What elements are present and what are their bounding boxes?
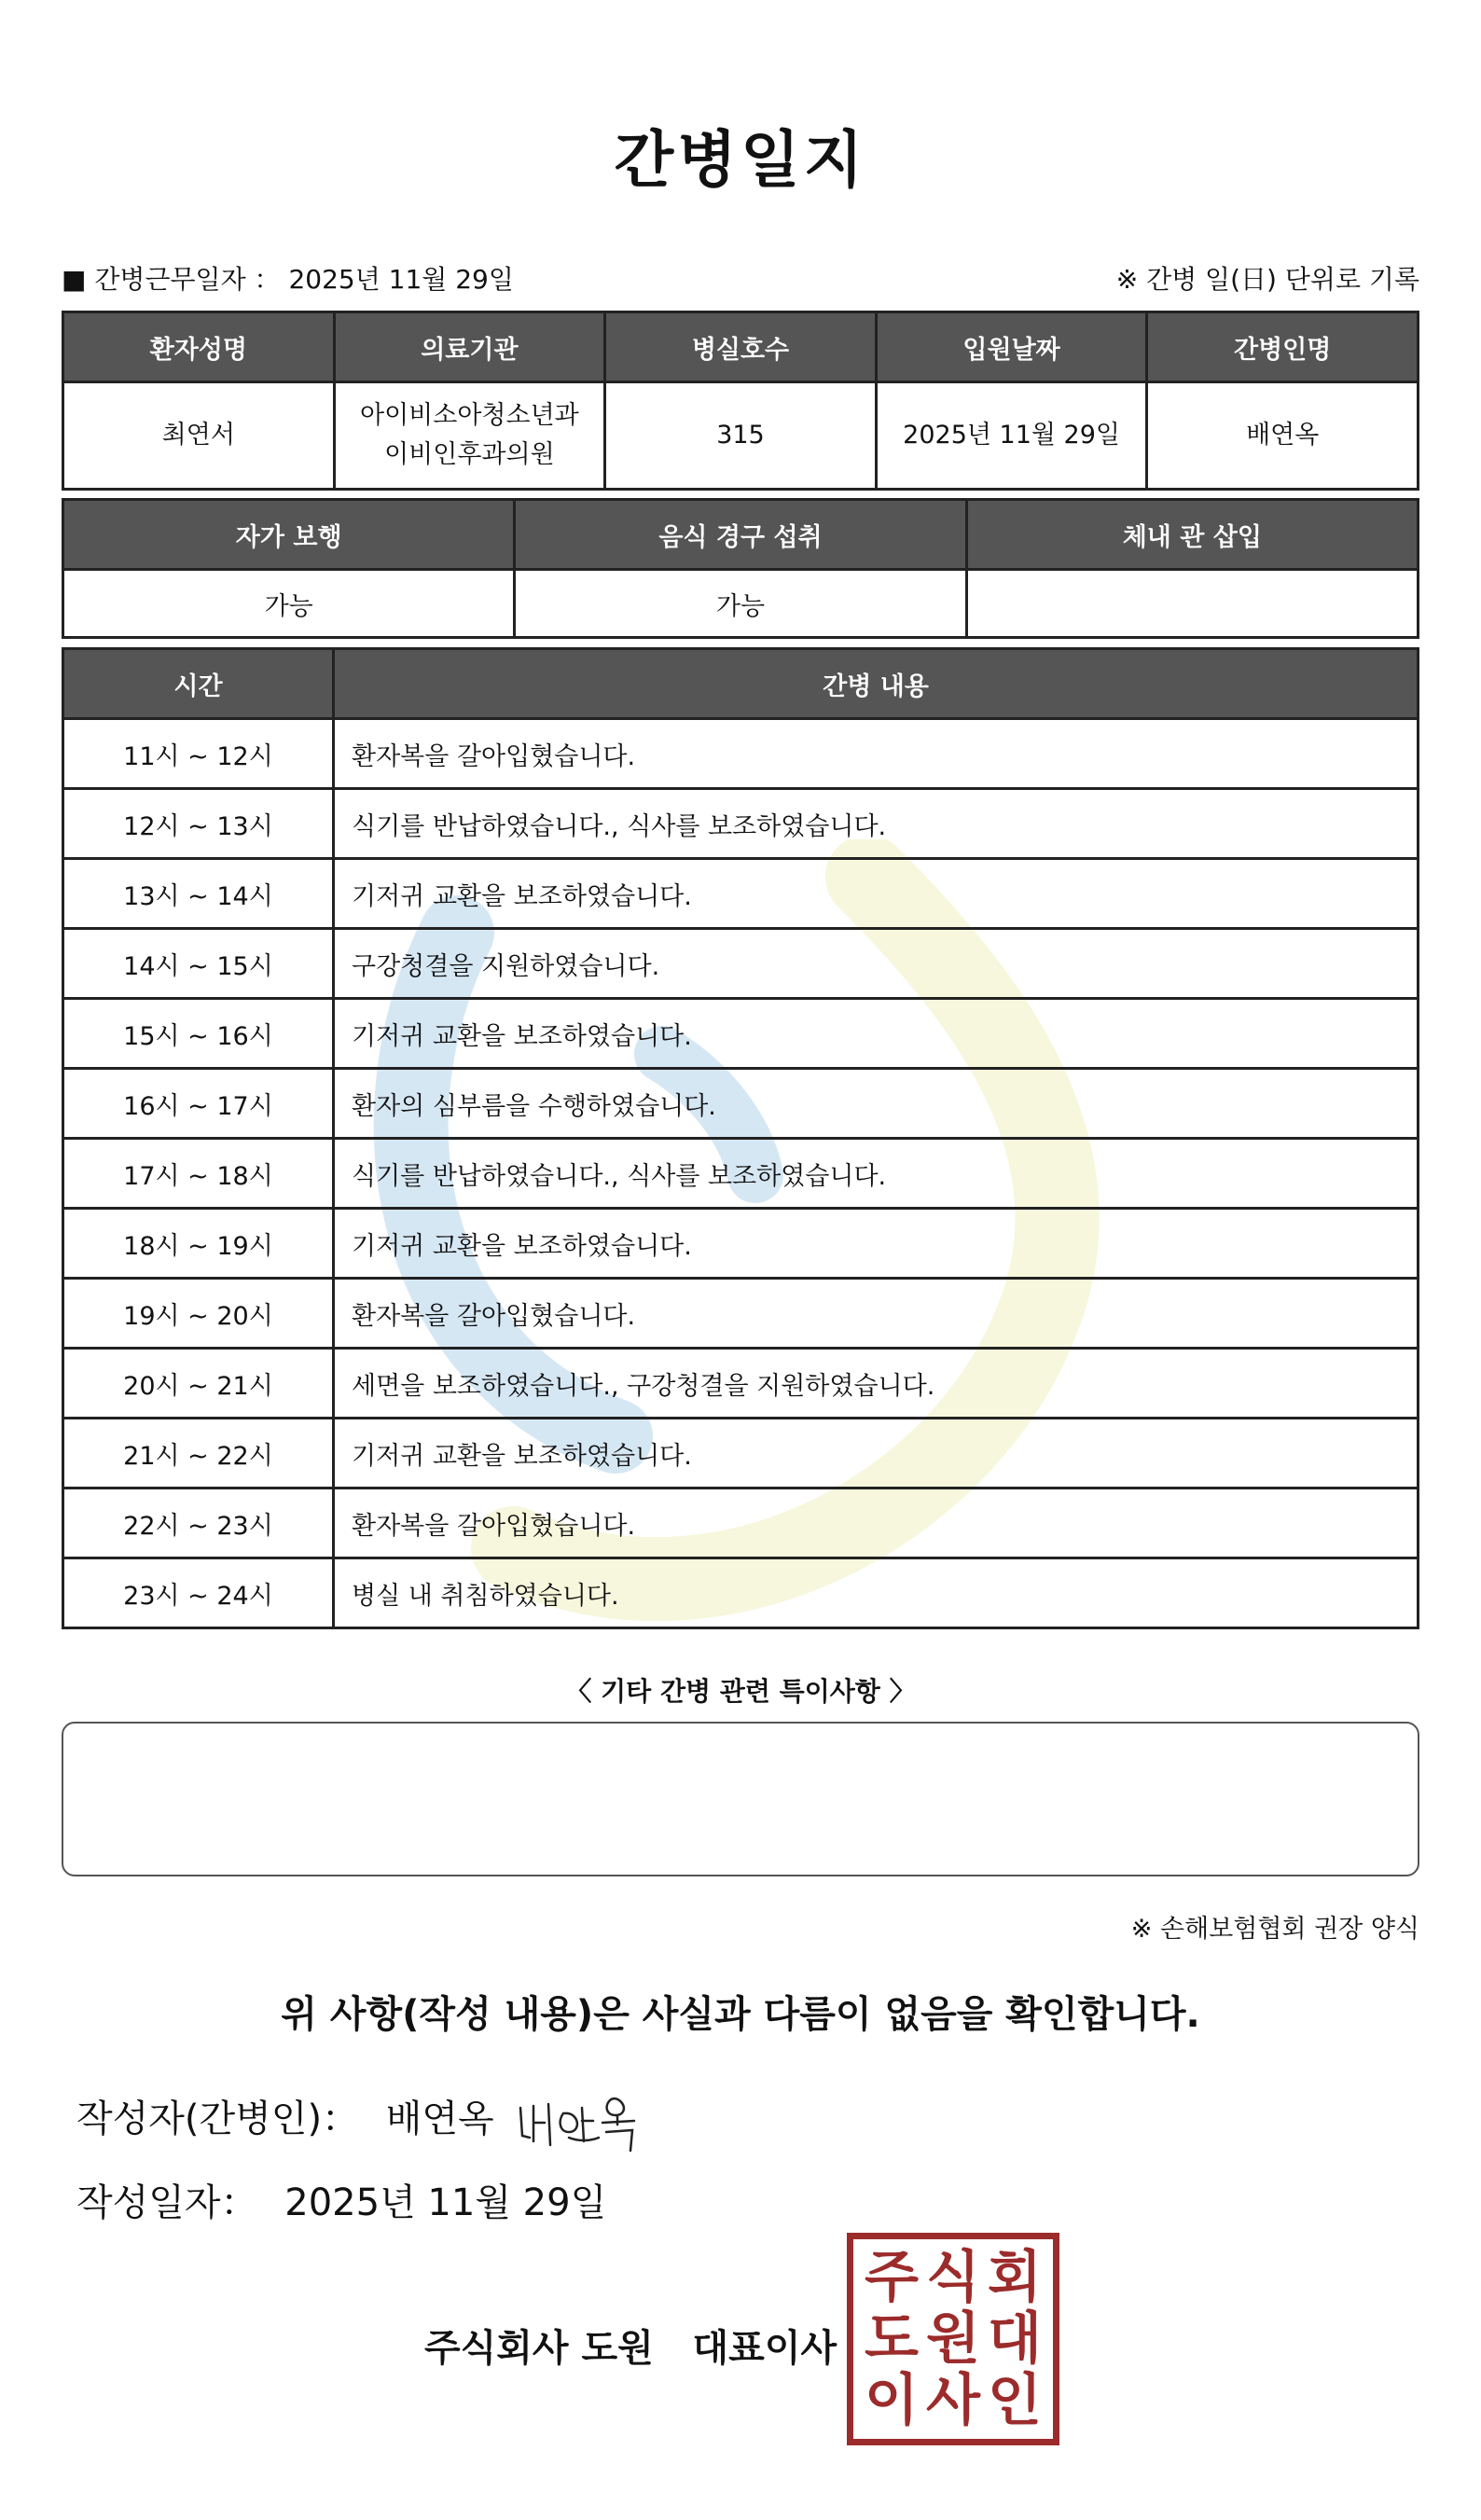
status-header-row (63, 500, 1419, 570)
content-cell: 세면을 보조하였습니다., 구강청결을 지원하였습니다. (334, 1349, 1419, 1419)
tube-insertion-value (966, 570, 1418, 638)
content-cell: 병실 내 취침하였습니다. (334, 1558, 1419, 1628)
header-caregiver-name: 간병인명 (1147, 312, 1419, 382)
confirmation-statement: 위 사항(작성 내용)은 사실과 다름이 없음을 확인합니다. (281, 1993, 1200, 2036)
seal-char: 주 (865, 2245, 919, 2310)
table-row (63, 719, 1419, 789)
company-seal (847, 2233, 1059, 2445)
write-date-label: 작성일자： (76, 2181, 258, 2224)
page-title: 간병일지 (614, 124, 867, 196)
header-care-content: 간병 내용 (334, 649, 1419, 719)
header-room-number: 병실호수 (605, 312, 877, 382)
seal-char: 사 (926, 2368, 980, 2433)
time-cell: 11시 ~ 12시 (63, 719, 334, 789)
table-row (63, 1069, 1419, 1139)
notes-title: 〈 기타 간병 관련 특이사항 〉 (565, 1676, 916, 1707)
table-row (63, 999, 1419, 1069)
header-patient-name: 환자성명 (63, 312, 335, 382)
time-cell: 15시 ~ 16시 (63, 999, 334, 1069)
patient-value-row (63, 382, 1419, 490)
care-log-table (62, 647, 1419, 1629)
header-admission-date: 입원날짜 (876, 312, 1147, 382)
seal-char: 대 (988, 2306, 1042, 2372)
caregiver-name: 배연옥 (1147, 382, 1419, 490)
time-cell: 12시 ~ 13시 (63, 789, 334, 859)
table-row (63, 1558, 1419, 1628)
time-cell: 18시 ~ 19시 (63, 1209, 334, 1279)
writer-label: 작성자(간병인)： (76, 2098, 360, 2140)
content-cell: 환자복을 갈아입혔습니다. (334, 1279, 1419, 1349)
content-cell: 환자복을 갈아입혔습니다. (334, 719, 1419, 789)
patient-name: 최연서 (63, 382, 335, 490)
status-value-row (63, 570, 1419, 638)
time-cell: 14시 ~ 15시 (63, 929, 334, 999)
seal-char: 도 (865, 2306, 919, 2372)
table-row (63, 1139, 1419, 1209)
time-cell: 17시 ~ 18시 (63, 1139, 334, 1209)
content-cell: 기저귀 교환을 보조하였습니다. (334, 1209, 1419, 1279)
log-header-row (63, 649, 1419, 719)
form-note: ※ 손해보험협회 권장 양식 (1130, 1915, 1419, 1944)
header-oral-intake: 음식 경구 섭취 (515, 500, 966, 570)
table-row (63, 789, 1419, 859)
table-row (63, 1488, 1419, 1558)
seal-char: 이 (865, 2368, 919, 2433)
header-self-walking: 자가 보행 (63, 500, 515, 570)
time-cell: 23시 ~ 24시 (63, 1558, 334, 1628)
admission-date: 2025년 11월 29일 (876, 382, 1147, 490)
content-cell: 구강청결을 지원하였습니다. (334, 929, 1419, 999)
patient-info-table (62, 311, 1419, 491)
seal-char: 원 (926, 2306, 980, 2372)
seal-char: 식 (926, 2245, 980, 2310)
write-date-row (76, 2173, 606, 2226)
time-cell: 21시 ~ 22시 (63, 1419, 334, 1488)
content-cell: 기저귀 교환을 보조하였습니다. (334, 859, 1419, 929)
content-cell: 환자복을 갈아입혔습니다. (334, 1488, 1419, 1558)
table-row (63, 859, 1419, 929)
time-cell: 16시 ~ 17시 (63, 1069, 334, 1139)
time-cell: 22시 ~ 23시 (63, 1488, 334, 1558)
header-time: 시간 (63, 649, 334, 719)
hospital-name: 아이비소아청소년과 이비인후과의원 (334, 382, 605, 490)
content-cell: 기저귀 교환을 보조하였습니다. (334, 1419, 1419, 1488)
header-tube-insertion: 체내 관 삽입 (966, 500, 1418, 570)
self-walking-value: 가능 (63, 570, 515, 638)
company-representative: 주식회사 도원 대표이사 (424, 2327, 837, 2370)
writer-name: 배연옥 (385, 2098, 494, 2140)
content-cell: 식기를 반납하였습니다., 식사를 보조하였습니다. (334, 789, 1419, 859)
content-cell: 환자의 심부름을 수행하였습니다. (334, 1069, 1419, 1139)
table-row (63, 1419, 1419, 1488)
patient-header-row (63, 312, 1419, 382)
write-date-value: 2025년 11월 29일 (284, 2181, 607, 2224)
time-cell: 13시 ~ 14시 (63, 859, 334, 929)
writer-row (76, 2089, 494, 2142)
seal-char: 인 (988, 2368, 1042, 2433)
work-date: ■ 간병근무일자 ： 2025년 11월 29일 (62, 264, 514, 295)
table-row (63, 1349, 1419, 1419)
content-cell: 기저귀 교환을 보조하였습니다. (334, 999, 1419, 1069)
record-note: ※ 간병 일(日) 단위로 기록 (1115, 264, 1419, 295)
header-hospital: 의료기관 (334, 312, 605, 382)
table-row (63, 929, 1419, 999)
table-row (63, 1209, 1419, 1279)
time-cell: 20시 ~ 21시 (63, 1349, 334, 1419)
seal-char: 회 (988, 2245, 1042, 2310)
content-cell: 식기를 반납하였습니다., 식사를 보조하였습니다. (334, 1139, 1419, 1209)
oral-intake-value: 가능 (515, 570, 966, 638)
signature-image (513, 2080, 662, 2154)
table-row (63, 1279, 1419, 1349)
patient-status-table (62, 498, 1419, 639)
room-number: 315 (605, 382, 877, 490)
notes-box (62, 1722, 1419, 1876)
time-cell: 19시 ~ 20시 (63, 1279, 334, 1349)
